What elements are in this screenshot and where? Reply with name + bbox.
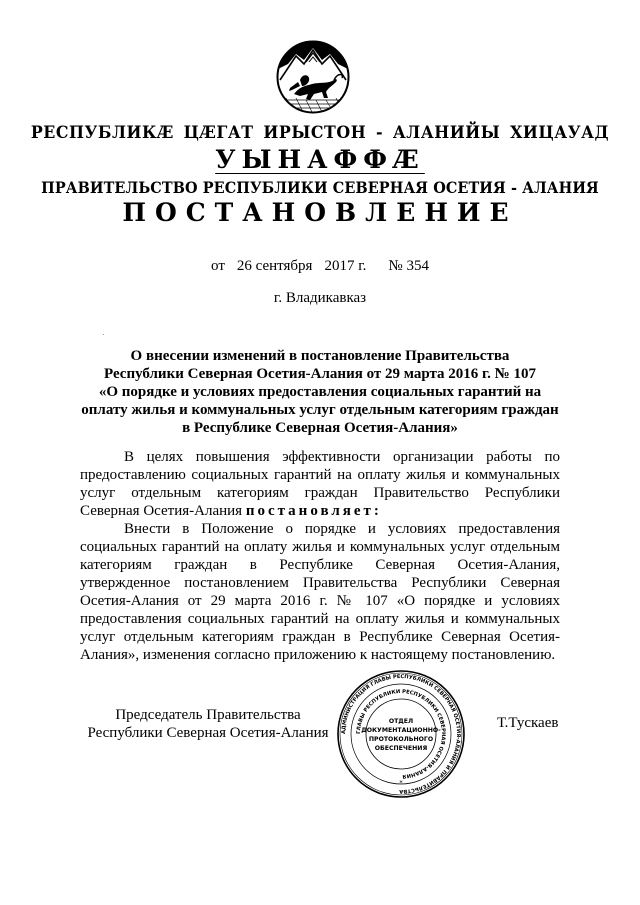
ossetian-republic-name: РЕСПУБЛИКÆ ЦÆГАТ ИРЫСТОН - АЛАНИЙЫ ХИЦАУАД [30,123,610,143]
document-date: 26 сентября [236,258,313,274]
seal-center-line: ОБЕСПЕЧЕНИЯ [374,745,428,752]
signatory-name: Т.Тускаев [497,715,559,731]
seal-center-line: ОТДЕЛ [388,718,414,725]
coat-of-arms-icon [276,40,350,114]
document-body [80,448,560,664]
title-line: оплату жилья и коммунальных услуг отдельным категориям граждан [81,402,559,418]
seal-center-line: ПРОТОКОЛЬНОГО [368,736,434,743]
document-number: № 354 [388,258,429,274]
document-year: 2017 г. [324,258,367,274]
signatory-position-line: Республики Северная Осетия-Алания [87,725,329,741]
signatory-position [78,706,338,742]
official-seal-icon [336,669,466,799]
document-city: г. Владикавказ [273,290,367,306]
seal-center-line: ДОКУМЕНТАЦИОННО- [361,727,441,734]
date-prefix: от [211,258,225,274]
preamble-text: В целях повышения эффективности организации работы по предоставлению социальных гарантий на оплату жилья и коммунальных услуг отдельным категориям граждан Правительство Республики Северная Осетия-Алания [80,449,560,519]
russian-document-type: ПОСТАНОВЛЕНИЕ [122,198,518,227]
resolves-keyword: постановляет: [245,503,382,519]
preamble-paragraph [80,448,560,520]
title-line: в Республике Северная Осетия-Алания» [182,420,458,436]
signatory-position-line: Председатель Правительства [115,707,301,723]
title-line: Республики Северная Осетия-Алания от 29 марта 2016 г. № 107 [103,366,537,382]
document-title [80,347,560,437]
title-line: О внесении изменений в постановление Правительства [130,348,510,364]
operative-text: Внести в Положение о порядке и условиях предоставления социальных гарантий на оплату жилья и коммунальных услуг отдельным категориям граждан в Республике Северная Осетия-Алания, утвержденное постановлением Правительства Республики Северная Осетия-Алания от 29 марта 2016 г. № 107 «О порядке и условиях предоставления социальных гарантий на оплату жилья и коммунальных услуг отдельным категориям граждан в Республике Северная Осетия-Алания», изменения согласно приложению к настоящему постановлению. [80,521,560,663]
scan-artifact [103,334,104,335]
document-date-number [0,258,640,275]
seal-outer-ring-text: АДМИНИСТРАЦИЯ ГЛАВЫ РЕСПУБЛИКИ СЕВЕРНАЯ ОСЕТИЯ-АЛАНИЯ И ПРАВИТЕЛЬСТВА [340,673,462,795]
russian-government-name: ПРАВИТЕЛЬСТВО РЕСПУБЛИКИ СЕВЕРНАЯ ОСЕТИЯ - АЛАНИЯ [41,178,599,197]
ossetian-document-type-text: УЫНАФФÆ [215,145,425,174]
ossetian-document-type [0,145,640,174]
seal-star-icon: * [399,779,403,787]
seal-inner-ring-text: ГЛАВЫ РЕСПУБЛИКИ РЕСПУБЛИКИ СЕВЕРНАЯ ОСЕТИЯ-АЛАНИЯ [355,688,447,780]
title-line: «О порядке и условиях предоставления социальных гарантий на [98,384,542,400]
operative-paragraph [80,520,560,664]
